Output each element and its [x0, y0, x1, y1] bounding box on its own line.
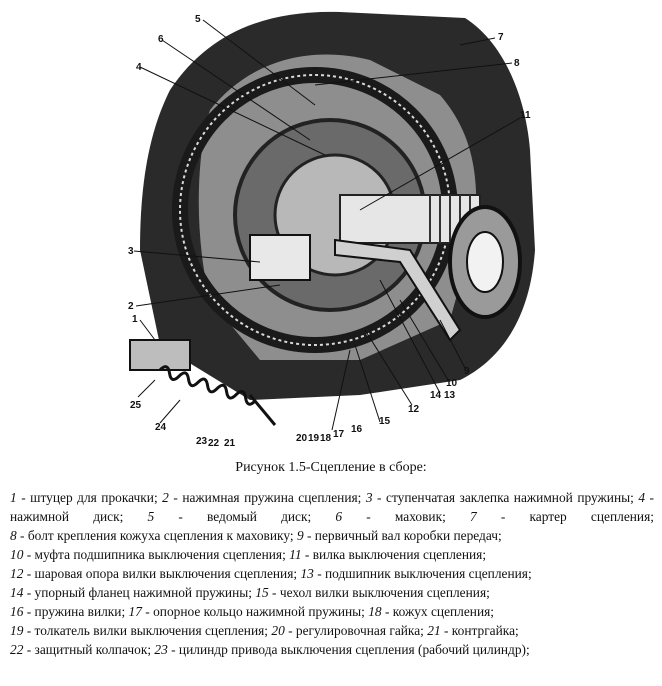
- callout-14: 14: [430, 390, 442, 401]
- legend-text: - чехол вилки выключения сцепления;: [268, 585, 490, 600]
- callout-3: 3: [128, 246, 134, 257]
- legend-text: - ведомый диск;: [154, 509, 336, 524]
- clutch-illustration: [100, 0, 570, 450]
- callout-9: 9: [464, 366, 470, 377]
- legend-number: 10: [10, 547, 24, 562]
- callout-20: 20: [296, 433, 308, 444]
- callout-24: 24: [155, 422, 167, 433]
- legend-number: 21: [427, 623, 441, 638]
- legend-text: - защитный колпачок;: [23, 642, 155, 657]
- legend-number: 9: [296, 528, 304, 543]
- clutch-assembly-figure: [100, 0, 570, 450]
- callout-23: 23: [196, 436, 208, 447]
- legend-line: [10, 545, 654, 564]
- callout-1: 1: [132, 314, 138, 325]
- legend-text: - упорный фланец нажимной пружины;: [23, 585, 256, 600]
- callout-19: 19: [308, 433, 320, 444]
- legend-line: [10, 602, 654, 621]
- callout-17: 17: [333, 429, 345, 440]
- legend-number: 3: [365, 490, 373, 505]
- figure-legend: [10, 488, 654, 659]
- legend-number: 19: [10, 623, 24, 638]
- legend-line: [10, 621, 654, 640]
- legend-number: 6: [335, 509, 343, 524]
- legend-line: [10, 640, 654, 659]
- pressure-spring: [250, 235, 310, 280]
- legend-text: - кожух сцепления;: [381, 604, 495, 619]
- legend-text: - нажимной диск;: [10, 490, 654, 524]
- legend-text: - болт крепления кожуха сцепления к маховику;: [16, 528, 297, 543]
- callout-8: 8: [514, 58, 520, 69]
- legend-number: 11: [289, 547, 302, 562]
- callout-10: 10: [446, 378, 458, 389]
- legend-number: 7: [470, 509, 477, 524]
- callout-22: 22: [208, 438, 220, 449]
- callout-18: 18: [320, 433, 332, 444]
- legend-number: 12: [10, 566, 24, 581]
- legend-number: 22: [10, 642, 24, 657]
- legend-text: - шаровая опора вилки выключения сцепления;: [23, 566, 301, 581]
- legend-text: - опорное кольцо нажимной пружины;: [141, 604, 369, 619]
- legend-number: 8: [10, 528, 17, 543]
- legend-text: - цилиндр привода выключения сцепления (рабочий цилиндр);: [167, 642, 530, 657]
- legend-text: - толкатель вилки выключения сцепления;: [23, 623, 272, 638]
- callout-11: 11: [520, 110, 531, 121]
- legend-number: 18: [368, 604, 382, 619]
- legend-text: - регулировочная гайка;: [284, 623, 428, 638]
- legend-number: 13: [300, 566, 314, 581]
- callout-6: 6: [158, 34, 164, 45]
- legend-text: - первичный вал коробки передач;: [303, 528, 502, 543]
- legend-line: [10, 564, 654, 583]
- legend-text: - пружина вилки;: [23, 604, 129, 619]
- legend-number: 1: [10, 490, 17, 505]
- callout-21: 21: [224, 438, 236, 449]
- callout-25: 25: [130, 400, 142, 411]
- legend-line: [10, 583, 654, 602]
- legend-line: [10, 488, 654, 526]
- callout-15: 15: [379, 416, 391, 427]
- legend-text: - картер сцепления;: [476, 509, 654, 524]
- legend-line: [10, 526, 654, 545]
- callout-5: 5: [195, 14, 201, 25]
- legend-number: 15: [255, 585, 269, 600]
- legend-number: 20: [271, 623, 285, 638]
- legend-number: 5: [147, 509, 155, 524]
- legend-text: - штуцер для прокачки;: [16, 490, 163, 505]
- legend-text: - муфта подшипника выключения сцепления;: [23, 547, 290, 562]
- callout-13: 13: [444, 390, 456, 401]
- legend-number: 4: [638, 490, 646, 505]
- legend-number: 14: [10, 585, 24, 600]
- legend-text: - подшипник выключения сцепления;: [313, 566, 532, 581]
- legend-text: - контргайка;: [440, 623, 519, 638]
- callout-7: 7: [498, 32, 504, 43]
- callout-4: 4: [136, 62, 142, 73]
- legend-text: - вилка выключения сцепления;: [301, 547, 487, 562]
- legend-number: 16: [10, 604, 24, 619]
- legend-text: - маховик;: [342, 509, 470, 524]
- callout-2: 2: [128, 301, 134, 312]
- callout-12: 12: [408, 404, 420, 415]
- legend-number: 2: [162, 490, 169, 505]
- legend-number: 17: [128, 604, 142, 619]
- legend-text: - ступенчатая заклепка нажимной пружины;: [372, 490, 639, 505]
- callout-16: 16: [351, 424, 363, 435]
- figure-caption: Рисунок 1.5-Сцепление в сборе:: [235, 460, 427, 475]
- legend-number: 23: [154, 642, 168, 657]
- legend-text: - нажимная пружина сцепления;: [168, 490, 366, 505]
